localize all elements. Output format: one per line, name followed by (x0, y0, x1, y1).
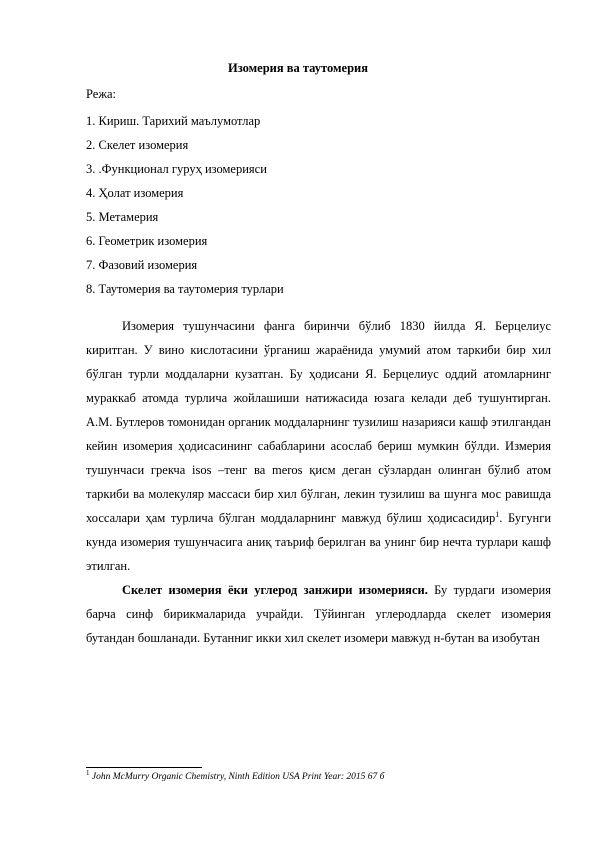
paragraph-history-text-end: . Бугунги кунда изомерия тушунчасига аниқ таъриф берилган ва унинг бир нечта турлари кашф этилган. (86, 511, 552, 573)
plan-item: 1. Кириш. Тарихий маълумотлар (86, 114, 261, 128)
paragraph-history-text: Изомерия тушунчасини фанга биринчи бўлиб 1830 йилда Я. Берцелиус киритган. У вино кислотасини ўрганиш жараёнида умумий атом таркиби бир хил бўлган турли моддаларни кузатган. Бу ҳодисани Я. Берцелиус оддий атомларнинг мураккаб атомда турлича жойлашиши натижасида юзага келади деб тушунтирган. А.М. Бутлеров томонидан органик моддаларнинг тузилиш назарияси кашф этилгандан кейин изомерия ҳодисасининг сабабларини асослаб бериш мумкин бўлди. Измерия тушунчаси грекча isos –тенг ва meros қисм деган сўзлардан олинган бўлиб атом таркиби ва молекуляр массаси бир хил бўлган, лекин тузилиш ва шунга мос равишда хоссалари ҳам турлича бўлган моддаларнинг мавжуд бўлиш ҳодисасидир (86, 319, 551, 525)
document-title: Изомерия ва таутомерия (227, 61, 369, 75)
plan-item: 5. Метамерия (86, 210, 159, 224)
plan-item: 3. .Функционал гуруҳ изомерияси (86, 162, 267, 176)
paragraph-history (86, 314, 551, 578)
paragraph-skeletal-isomerism (86, 578, 551, 650)
footnote-text: John McMurry Organic Chemistry, Ninth Edition USA Print Year: 2015 67 б (89, 772, 385, 782)
plan-item: 6. Геометрик изомерия (86, 234, 208, 248)
plan-item: 7. Фазовий изомерия (86, 258, 198, 272)
footnote-reference[interactable]: 1 (495, 509, 500, 519)
footnote (86, 768, 385, 783)
plan-label: Режа: (86, 87, 116, 101)
paragraph-lead-heading: Скелет изомерия ёки углерод занжири изомерияси. (122, 583, 428, 597)
plan-item: 4. Ҳолат изомерия (86, 186, 184, 200)
footnote-separator (86, 767, 202, 768)
body-text (86, 314, 551, 650)
footnote-mark: 1 (86, 768, 90, 777)
plan-item: 8. Таутомерия ва таутомерия турлари (86, 282, 284, 296)
plan-item: 2. Скелет изомерия (86, 138, 189, 152)
paragraph-skeletal-text: Бу турдаги изомерия барча синф бирикмаларида учрайди. Тўйинган углеродларда скелет изомерия бутандан бошланади. Бутанниг икки хил скелет изомери мавжуд н-бутан ва изобутан (86, 583, 551, 645)
plan-list (86, 109, 284, 301)
